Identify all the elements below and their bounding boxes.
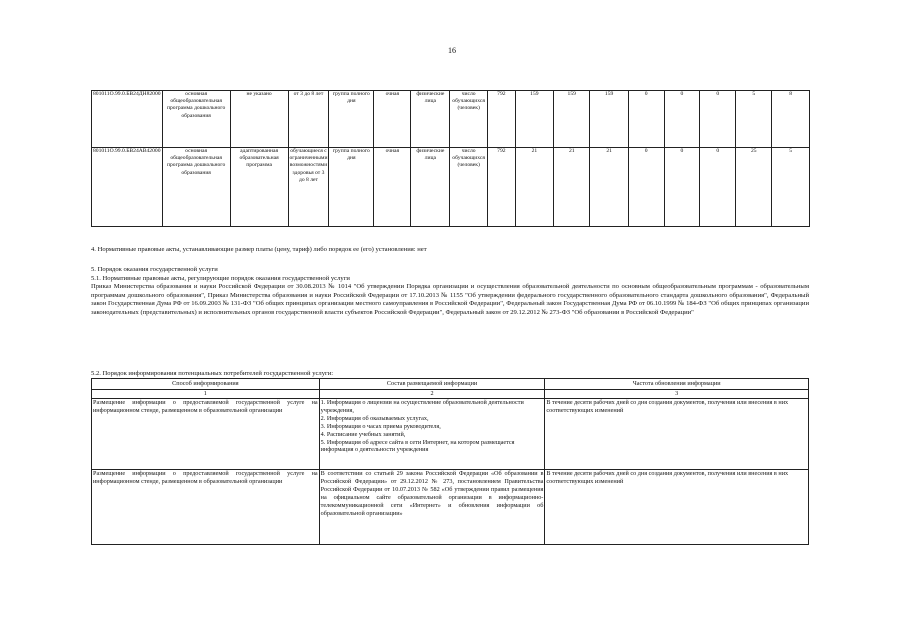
services-cell: 159 [515, 91, 553, 148]
services-cell: 801011О.99.0.БВ24АВ42000 [92, 148, 163, 227]
services-cell: 5 [736, 91, 772, 148]
composition-item: 4. Расписание учебных занятий, [320, 430, 406, 438]
info-table-number-row [92, 390, 809, 399]
services-cell: 0 [664, 91, 700, 148]
page-number: 16 [448, 46, 456, 55]
info-table-header-row [92, 379, 809, 390]
section-5-1-laws: Приказ Министерства образования и науки Российской Федерации от 30.08.2013 № 1014 "Об утверждении Порядка организации и осуществления образовательной деятельности по основным общеобразовательным программам - образовательным программам дошкольного образования", Приказ Министерства образования и науки Российской Федерации от 17.10.2013 № 1155 "Об утверждении федерального государственного образовательного стандарта дошкольного образования", Федеральный закон Государственная Дума РФ от 16.09.2003 № 131-ФЗ "Об общих принципах организации местного самоуправления в Российской Федерации", Федеральный закон Государственная Дума РФ от 06.10.1999 № 184-ФЗ "Об общих принципах организации законодательных (представительных) и исполнительных органов государственной власти субъектов Российской Федерации", Федеральный закон от 29.12.2012 № 273-ФЗ "Об образовании в Российской Федерации" [91, 283, 809, 316]
header-frequency: Частота обновления информации [545, 379, 809, 390]
services-cell: число обучающихся (человек) [450, 148, 488, 227]
composition-item: 1. Информация о лицензии на осуществление образовательной деятельности учреждения, [320, 399, 524, 414]
header-composition: Состав размещаемой информации [319, 379, 545, 390]
services-cell: 792 [488, 91, 516, 148]
services-cell: 0 [628, 148, 664, 227]
services-cell: обучающиеся с ограниченными возможностями здоровья от 3 до 8 лет [288, 148, 329, 227]
services-cell: 0 [700, 148, 736, 227]
header-method: Способ информирования [92, 379, 320, 390]
info-table-row [92, 399, 809, 470]
services-cell: 159 [553, 91, 590, 148]
services-cell: 801011О.99.0.БВ24ДН82000 [92, 91, 163, 148]
services-cell: физические лица [411, 148, 450, 227]
services-cell: число обучающихся (человек) [450, 91, 488, 148]
composition-item: 3. Информация о часах приема руководителя, [320, 422, 441, 430]
services-cell: адаптированная образовательная программа [230, 148, 288, 227]
info-frequency-cell: В течение десяти рабочих дней со дня создания документов, получения или внесения в них соответствующих изменений [545, 399, 809, 470]
info-method-cell: Размещение информации о предоставляемой государственной услуге на информационном стенде, размещенном в образовательной организации [92, 470, 320, 545]
section-5-1-title: 5.1. Нормативные правовые акты, регулирующие порядок оказания государственной услуги [91, 275, 350, 282]
services-cell: 159 [590, 91, 628, 148]
info-frequency-cell: В течение десяти рабочих дней со дня создания документов, получения или внесения в них соответствующих изменений [545, 470, 809, 545]
info-composition-cell [319, 399, 545, 470]
info-method-cell: Размещение информации о предоставляемой государственной услуге на информационном стенде, размещенном в образовательной организации [92, 399, 320, 470]
information-table [91, 378, 809, 545]
services-cell: 0 [628, 91, 664, 148]
services-cell: 25 [736, 148, 772, 227]
services-cell: 8 [772, 91, 810, 148]
composition-item: 2. Информация об оказываемых услугах, [320, 414, 429, 422]
services-cell: основная общеобразовательная программа дошкольного образования [162, 148, 230, 227]
services-cell: очная [374, 91, 411, 148]
services-cell: физические лица [411, 91, 450, 148]
services-cell: 21 [515, 148, 553, 227]
services-cell: от 3 до 8 лет [288, 91, 329, 148]
services-cell: не указано [230, 91, 288, 148]
column-number: 3 [545, 390, 809, 399]
services-cell: 21 [553, 148, 590, 227]
services-cell: группа полного дня [329, 148, 374, 227]
services-cell: 792 [488, 148, 516, 227]
composition-item: В соответствии со статьей 29 закона Российской Федерации «Об образовании в Российской Федерации» от 29.12.2012 № 273, постановлением Правительства Российской Федерации от 10.07.2013 № 582 «Об утверждении правил размещения на официальном сайте образовательной организации в информационно-телекоммуникационной сети «Интернет» и обновления информации об образовательной организации» [320, 470, 544, 517]
section-5-2-title: 5.2. Порядок информирования потенциальных потребителей государственной услуги: [91, 370, 334, 377]
composition-item: 5. Информация об адресе сайта в сети Интернет, на котором размещается информация о деятельности учреждения [320, 438, 515, 454]
services-cell: 0 [664, 148, 700, 227]
services-cell: 0 [700, 91, 736, 148]
info-table-row [92, 470, 809, 545]
section-5-title: 5. Порядок оказания государственной услуги [91, 266, 218, 273]
services-cell: основная общеобразовательная программа дошкольного образования [162, 91, 230, 148]
services-cell: 5 [772, 148, 810, 227]
info-composition-cell [319, 470, 545, 545]
services-row [92, 148, 810, 227]
column-number: 2 [319, 390, 545, 399]
services-table [91, 90, 810, 227]
services-cell: очная [374, 148, 411, 227]
services-cell: 21 [590, 148, 628, 227]
section-4-text: 4. Нормативные правовые акты, устанавливающие размер платы (цену, тариф) либо порядок ее (его) установления: нет [91, 246, 427, 253]
services-cell: группа полного дня [329, 91, 374, 148]
services-row [92, 91, 810, 148]
column-number: 1 [92, 390, 320, 399]
